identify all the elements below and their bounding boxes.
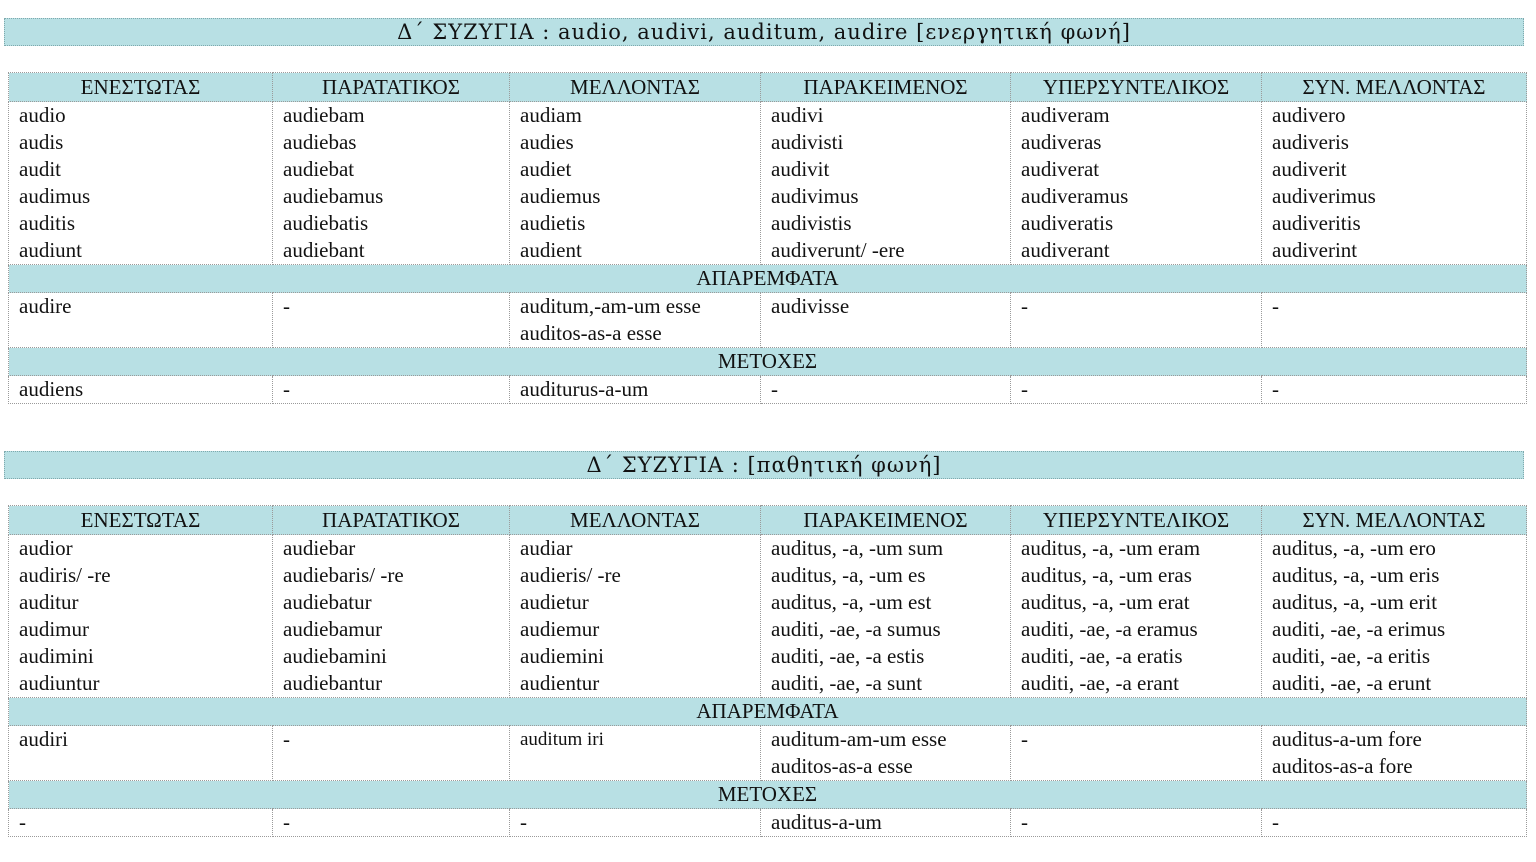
form: audiebaris/ -re [283,563,404,587]
imperfect-forms-cell [273,535,510,698]
form: auditi, -ae, -a erant [1021,671,1179,695]
participles-row [9,376,1527,404]
form: audiverint [1272,238,1358,262]
form: audiebar [283,536,356,560]
form: audivit [771,157,830,181]
infinitive-cell [273,726,510,781]
form: audiverunt/ -ere [771,238,905,262]
header-perfect: ΠΑΡΑΚΕΙΜΕΝΟΣ [761,73,1011,102]
infinitive: auditum iri [520,729,604,750]
form: audiebamus [283,184,384,208]
form: audis [19,130,64,154]
tense-header-row [9,506,1527,535]
form: audiebamur [283,617,383,641]
infinitive-cell [273,293,510,348]
form: audiebat [283,157,355,181]
header-future: ΜΕΛΛΟΝΤΑΣ [510,73,761,102]
participles-label: ΜΕΤΟΧΕΣ [9,348,1527,376]
infinitive: auditum,-am-um esse [520,294,701,318]
infinitives-label: ΑΠΑΡΕΜΦΑΤΑ [9,265,1527,293]
form: audietis [520,211,586,235]
participle-cell [9,809,273,837]
future-perfect-forms-cell [1262,102,1527,265]
participles-row [9,809,1527,837]
form: audivi [771,103,824,127]
header-pluperfect: ΥΠΕΡΣΥΝΤΕΛΙΚΟΣ [1011,506,1262,535]
form: audiebatis [283,211,369,235]
infinitives-row [9,293,1527,348]
infinitive: auditos-as-a fore [1272,754,1413,778]
active-voice-title: Δ΄ ΣΥΖΥΓΙΑ : audio, audivi, auditum, audire [ενεργητική φωνή] [4,18,1524,46]
form: audio [19,103,66,127]
future-perfect-forms-cell [1262,535,1527,698]
header-present: ΕΝΕΣΤΩΤΑΣ [9,73,273,102]
infinitive: auditus-a-um fore [1272,727,1422,751]
form: audient [520,238,582,262]
form: auditi, -ae, -a erunt [1272,671,1432,695]
participle: - [1272,377,1279,401]
form: auditi, -ae, -a eratis [1021,644,1183,668]
form: audiebas [283,130,357,154]
form: audit [19,157,61,181]
infinitive-cell [9,293,273,348]
infinitives-header-row [9,265,1527,293]
form: auditi, -ae, -a erimus [1272,617,1446,641]
present-forms-cell [9,102,273,265]
imperfect-forms-cell [273,102,510,265]
forms-row [9,102,1527,265]
forms-row [9,535,1527,698]
form: audiveris [1272,130,1349,154]
participle: - [283,810,290,834]
participle: - [283,377,290,401]
form: auditus, -a, -um est [771,590,932,614]
form: audimus [19,184,91,208]
form: auditus, -a, -um eram [1021,536,1201,560]
passive-conjugation-table [8,505,1527,837]
infinitive: - [283,727,290,751]
form: audior [19,536,73,560]
form: audiveramus [1021,184,1129,208]
form: audivistis [771,211,852,235]
infinitive: audire [19,294,72,318]
infinitive-cell [1011,726,1262,781]
participle-cell [1011,376,1262,404]
participles-label: ΜΕΤΟΧΕΣ [9,781,1527,809]
form: audiveram [1021,103,1110,127]
infinitive: - [1021,727,1028,751]
participle-cell [9,376,273,404]
form: audiemus [520,184,601,208]
participle-cell [1262,376,1527,404]
form: audies [520,130,574,154]
form: audiar [520,536,573,560]
form: audiverant [1021,238,1110,262]
form: auditi, -ae, -a estis [771,644,925,668]
infinitive: - [1021,294,1028,318]
infinitives-row [9,726,1527,781]
passive-voice-title: Δ΄ ΣΥΖΥΓΙΑ : [παθητική φωνή] [4,451,1524,479]
header-future: ΜΕΛΛΟΝΤΑΣ [510,506,761,535]
participle: - [1021,377,1028,401]
infinitive: auditos-as-a esse [520,321,662,345]
form: audiet [520,157,572,181]
form: audiemur [520,617,600,641]
participle: audiens [19,377,84,401]
form: audieris/ -re [520,563,621,587]
form: auditi, -ae, -a eritis [1272,644,1431,668]
form: audiveratis [1021,211,1114,235]
participle: - [1021,810,1028,834]
infinitive-cell [510,293,761,348]
infinitive: audivisse [771,294,850,318]
infinitives-label: ΑΠΑΡΕΜΦΑΤΑ [9,698,1527,726]
form: audiunt [19,238,82,262]
participle-cell [510,376,761,404]
participle: - [771,377,778,401]
form: audiris/ -re [19,563,111,587]
infinitive-cell [1011,293,1262,348]
form: auditus, -a, -um sum [771,536,944,560]
header-future-perfect: ΣΥΝ. ΜΕΛΛΟΝΤΑΣ [1262,73,1527,102]
form: auditi, -ae, -a eramus [1021,617,1198,641]
infinitive-cell [510,726,761,781]
participle: - [19,810,26,834]
active-conjugation-table [8,72,1527,404]
participle-cell [1262,809,1527,837]
form: auditus, -a, -um eras [1021,563,1192,587]
form: audiuntur [19,671,100,695]
form: auditus, -a, -um erit [1272,590,1438,614]
participle-cell [510,809,761,837]
infinitive: - [1272,294,1279,318]
header-imperfect: ΠΑΡΑΤΑΤΙΚΟΣ [273,506,510,535]
infinitive-cell [9,726,273,781]
form: audiebatur [283,590,372,614]
infinitive: auditum-am-um esse [771,727,947,751]
form: audiebamini [283,644,387,668]
infinitive-cell [761,726,1011,781]
perfect-forms-cell [761,535,1011,698]
participle-cell [761,376,1011,404]
form: auditus, -a, -um eris [1272,563,1440,587]
form: audiveritis [1272,211,1361,235]
form: audiebantur [283,671,383,695]
future-forms-cell [510,535,761,698]
infinitive-cell [761,293,1011,348]
form: auditi, -ae, -a sumus [771,617,941,641]
form: audietur [520,590,589,614]
pluperfect-forms-cell [1011,102,1262,265]
form: auditi, -ae, -a sunt [771,671,923,695]
participle-cell [273,376,510,404]
form: audientur [520,671,600,695]
form: auditus, -a, -um ero [1272,536,1436,560]
tense-header-row [9,73,1527,102]
form: audiam [520,103,582,127]
form: audiebant [283,238,365,262]
form: audivimus [771,184,859,208]
form: audiverit [1272,157,1347,181]
form: audiemini [520,644,604,668]
perfect-forms-cell [761,102,1011,265]
form: audiebam [283,103,365,127]
infinitive: auditos-as-a esse [771,754,913,778]
form: auditis [19,211,75,235]
form: audimini [19,644,94,668]
participle: - [1272,810,1279,834]
header-present: ΕΝΕΣΤΩΤΑΣ [9,506,273,535]
infinitive: - [283,294,290,318]
header-pluperfect: ΥΠΕΡΣΥΝΤΕΛΙΚΟΣ [1011,73,1262,102]
pluperfect-forms-cell [1011,535,1262,698]
header-future-perfect: ΣΥΝ. ΜΕΛΛΟΝΤΑΣ [1262,506,1527,535]
header-imperfect: ΠΑΡΑΤΑΤΙΚΟΣ [273,73,510,102]
participle: auditurus-a-um [520,377,649,401]
present-forms-cell [9,535,273,698]
participle: - [520,810,527,834]
participle-cell [273,809,510,837]
future-forms-cell [510,102,761,265]
infinitive-cell [1262,293,1527,348]
participle-cell [1011,809,1262,837]
header-perfect: ΠΑΡΑΚΕΙΜΕΝΟΣ [761,506,1011,535]
form: auditus, -a, -um erat [1021,590,1190,614]
form: audivisti [771,130,844,154]
form: audiverat [1021,157,1100,181]
participle: auditus-a-um [771,810,882,834]
participles-header-row [9,781,1527,809]
form: audivero [1272,103,1346,127]
form: audiverimus [1272,184,1376,208]
infinitives-header-row [9,698,1527,726]
form: auditus, -a, -um es [771,563,926,587]
infinitive-cell [1262,726,1527,781]
infinitive: audiri [19,727,68,751]
form: audimur [19,617,89,641]
form: auditur [19,590,79,614]
participles-header-row [9,348,1527,376]
participle-cell [761,809,1011,837]
form: audiveras [1021,130,1102,154]
